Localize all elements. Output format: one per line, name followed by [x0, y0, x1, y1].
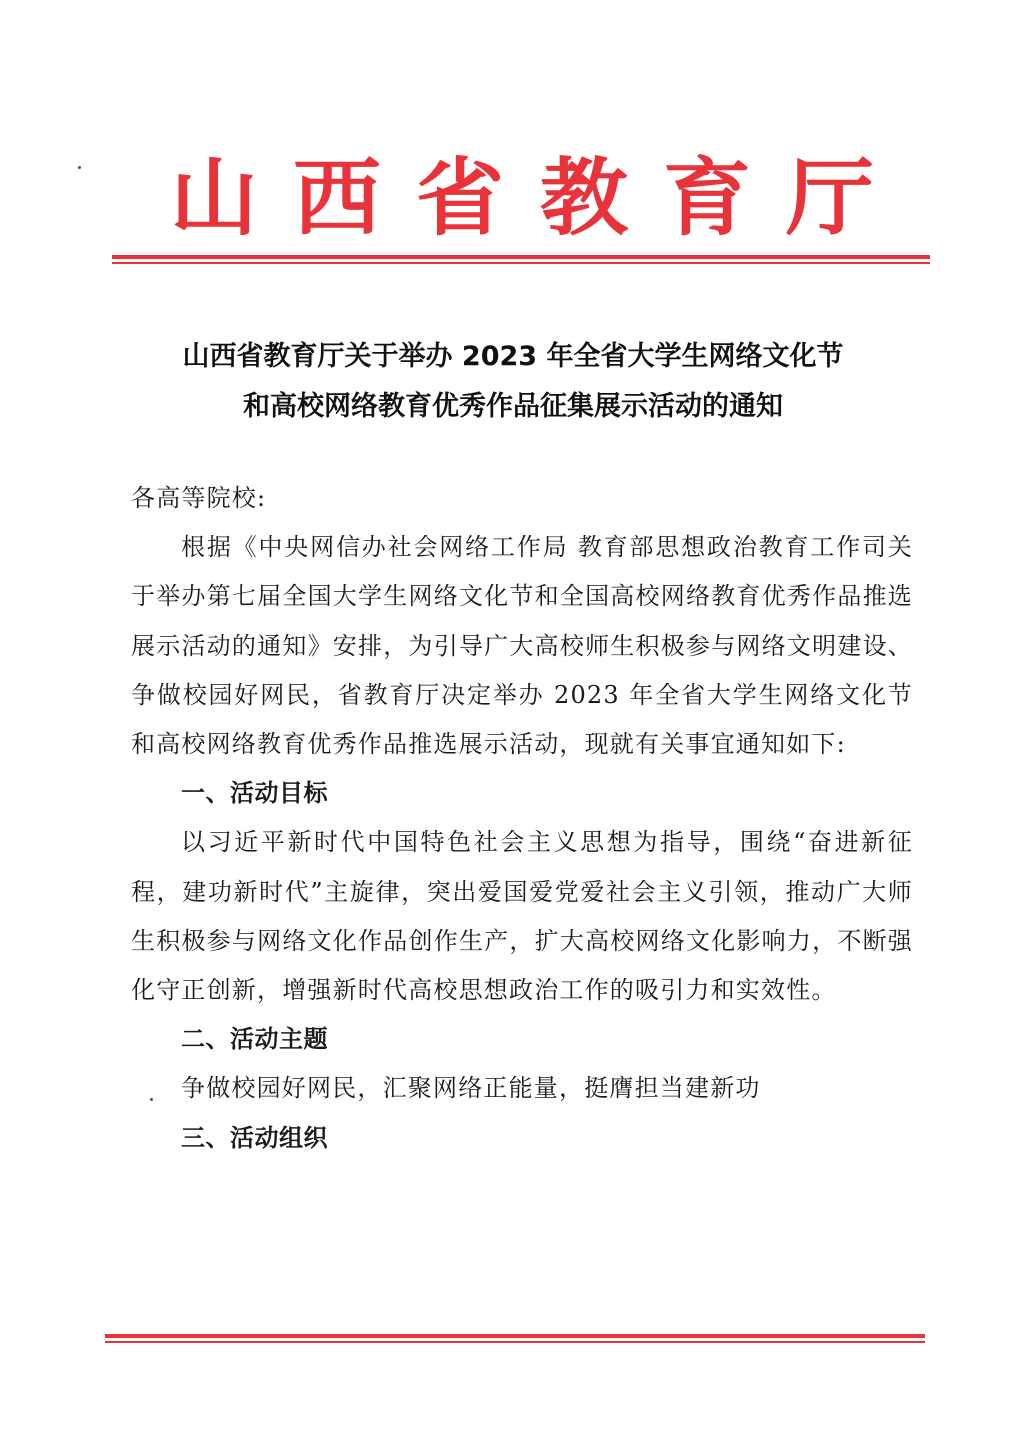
divider-thin-line — [105, 1341, 925, 1343]
theme-paragraph: 争做校园好网民，汇聚网络正能量，挺膺担当建新功 — [181, 1074, 761, 1103]
title-line-1: 山西省教育厅关于举办 2023 年全省大学生网络文化节 — [182, 341, 844, 372]
letterhead-char: 教 — [539, 148, 628, 247]
letterhead-char: 厅 — [785, 148, 875, 247]
divider-thick-line — [112, 255, 930, 259]
salutation: 各高等院校: — [131, 484, 267, 512]
divider-thick-line — [105, 1334, 925, 1338]
letterhead-divider — [112, 255, 930, 264]
letterhead-char: 育 — [662, 148, 751, 247]
letterhead-char: 山 — [169, 148, 259, 247]
document-body — [131, 474, 913, 1163]
document-title — [100, 332, 926, 432]
footer-divider — [105, 1334, 925, 1343]
section-heading-theme: 二、活动主题 — [181, 1025, 328, 1054]
goals-paragraph: 以习近平新时代中国特色社会主义思想为指导，围绕“奋进新征程，建功新时代”主旋律，突出爱国爱党爱社会主义引领，推动广大师生积极参与网络文化作品创作生产，扩大高校网络文化影响力，不断强化守正创新，增强新时代高校思想政治工作的吸引力和实效性。 — [131, 828, 913, 1005]
section-heading-goals: 一、活动目标 — [181, 779, 328, 808]
intro-paragraph: 根据《中央网信办社会网络工作局 教育部思想政治教育工作司关于举办第七届全国大学生网络文化节和全国高校网络教育优秀作品推选展示活动的通知》安排，为引导广大高校师生积极参与网络文明建设、争做校园好网民，省教育厅决定举办 2023 年全省大学生网络文化节和高校网络教育优秀作品推选展示活动，现就有关事宜通知如下: — [131, 533, 913, 759]
divider-thin-line — [112, 262, 930, 264]
section-heading-organization: 三、活动组织 — [181, 1123, 328, 1152]
scan-speck — [78, 166, 81, 169]
letterhead-char: 省 — [416, 148, 505, 247]
scan-speck — [150, 1098, 153, 1101]
letterhead — [100, 148, 940, 248]
letterhead-char: 西 — [293, 148, 382, 247]
title-line-2: 和高校网络教育优秀作品征集展示活动的通知 — [243, 391, 783, 422]
